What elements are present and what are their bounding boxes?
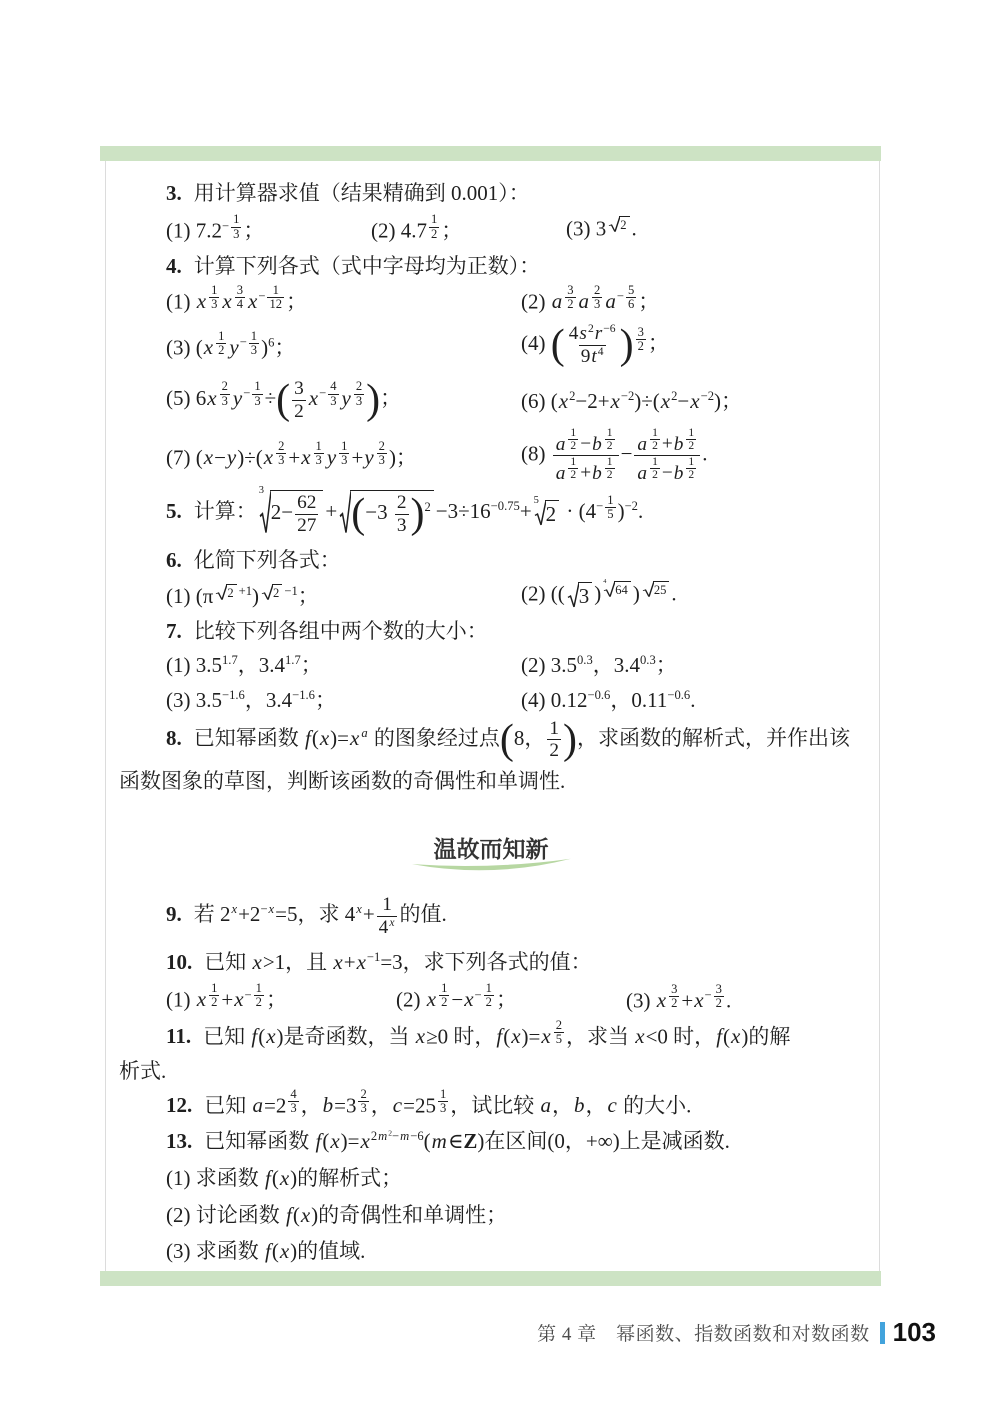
exercise-line: [166, 716, 863, 763]
exercise-column: (2) $3.5^{0.3}$，$3.4^{0.3}$；: [521, 652, 677, 677]
footer-page-number: 103: [892, 1317, 936, 1347]
exercise-column: 9. 若 $2^x+2^{-x}=5$，求 $4^x+$ $\frac{1}{4^x}$ 的值.: [166, 894, 447, 938]
exercise-column: (8) a $^{\frac{1}{2}}$ −b $^{\frac{1}{2}}$ a $^{\frac{1}{2}}$ +b $^{\frac{1}{2}}$ − a $^{\frac{1}{2}}$ +b $^{\frac{1}{2}}$ a $^{\frac{1}{2}}$ −b $^{\frac{1}{2}}$ .: [521, 426, 708, 484]
exercise-line: [166, 484, 863, 542]
exercise-line: [166, 1086, 863, 1121]
exercise-line: [166, 542, 863, 576]
exercise-line: [166, 249, 863, 281]
radical-sign: 2: [608, 216, 629, 233]
decorative-band-top: [100, 146, 881, 161]
exercise-line: [119, 763, 863, 797]
radical-sign: 2: [261, 584, 282, 601]
exercise-line: [166, 318, 863, 373]
footer-divider-bar: [880, 1322, 885, 1344]
exercise-column: (1) x $^{\frac{1}{3}}$ x $^{\frac{3}{4}}$ $x^{- \frac{1}{12}}$ ；: [166, 282, 308, 314]
exercise-line: [166, 1195, 863, 1232]
radical-sign: 25: [642, 581, 670, 598]
radical-sign: 5 2: [534, 500, 560, 527]
exercise-column: (3) $3.5^{-1.6}$，$3.4^{-1.6}$；: [166, 687, 336, 712]
exercise-column: 析式.: [119, 1058, 167, 1083]
exercise-line: [166, 1232, 863, 1267]
exercise-column: 11. 已知 f(x)是奇函数，当 x≥0 时，f(x)=x $^{\frac{2}{5}}$ ，求当 x<0 时，f(x)的解: [166, 1018, 791, 1049]
exercise-line: [166, 175, 863, 209]
exercise-line: [166, 942, 863, 979]
exercise-column: (3) 3 $^2$ .: [566, 216, 637, 241]
exercise-column: (1) x $^{\frac{1}{2}}$ $+x^{- \frac{1}{2}}$ ；: [166, 981, 287, 1012]
radical-sign: (−3 $\frac{2}{3}$ )$^2$: [339, 490, 434, 536]
exercise-column: (3) x $^{\frac{3}{2}}$ $+x^{- \frac{3}{2}}$ .: [626, 981, 732, 1012]
exercise-column: 5. 计算： 3 2− $\frac{62}{27}$ + (−3 $\frac{2}{3}$ )$^2 -3\div 16^{-0.75}+$ 5 $2 \cdot (4^{- \frac{1}{5}}$ )$^{-2}$.: [166, 485, 644, 538]
exercise-column: (2) a $^{\frac{3}{2}}$ a $^{\frac{2}{3}}$ $a^{- \frac{5}{6}}$ ；: [521, 282, 660, 314]
exercise-line: [166, 614, 863, 646]
exercise-column: (5) 6x $^{\frac{2}{3}}$ $y^{- \frac{1}{3}}$ ÷( $\frac{3}{2}$ $x^{- \frac{4}{3}}$ y $^{\frac{2}{3}}$ )；: [166, 377, 402, 423]
exercise-column: (6) $(x^2-2+x^{-2})\div(x^2-x^{-2})$；: [521, 389, 742, 413]
radical-sign: 4 64: [603, 581, 631, 598]
exercise-line: [166, 1121, 863, 1158]
exercise-column: (4) $0.12^{-0.6}$，$0.11^{-0.6}$.: [521, 687, 696, 712]
exercise-line: [166, 979, 863, 1016]
page-footer: [537, 1317, 936, 1348]
exercise-line: [166, 427, 863, 484]
exercise-column: 12. 已知 a=2 $^{\frac{4}{3}}$ ，b=3 $^{\frac{2}{3}}$ ，c=25 $^{\frac{1}{3}}$ ，试比较 a，b，c 的大小.: [166, 1087, 692, 1118]
decorative-band-bottom: [100, 1271, 881, 1286]
exercise-column: 7. 比较下列各组中两个数的大小：: [166, 619, 488, 644]
exercise-column: (1) $3.5^{1.7}$，$3.4^{1.7}$；: [166, 652, 322, 677]
exercise-line: [166, 646, 863, 681]
exercise-column: (2) (( 3 ) $^{4 64}$ ) $^{25}$ .: [521, 578, 677, 609]
exercise-column: (4) ( $\frac{4s^2r^{-6}}{9t^4}$ ) $^{\frac{3}{2}}$ ；: [521, 322, 669, 369]
exercise-column: (1) $7.2^{- \frac{1}{3}}$ ；: [166, 212, 265, 243]
exercise-column: (1) 求函数 f(x)的解析式；: [166, 1165, 403, 1190]
exercise-line: [166, 373, 863, 427]
exercise-column: 10. 已知 x>1，且 $x+x^{-1}=3$，求下列各式的值：: [166, 949, 592, 974]
review-badge-row: [119, 831, 863, 864]
content-frame: [105, 161, 880, 1271]
exercise-line: [166, 281, 863, 318]
exercise-list-top: [119, 175, 863, 797]
exercise-line: [166, 576, 863, 614]
exercise-column: (7) (x−y)÷(x $^{\frac{2}{3}}$ +x $^{\frac{1}{3}}$ y $^{\frac{1}{3}}$ +y $^{\frac{2}{3}}$ )；: [166, 438, 417, 470]
exercise-line: [119, 1053, 863, 1086]
exercise-column: 4. 计算下列各式（式中字母均为正数）：: [166, 254, 541, 278]
exercise-column: 3. 用计算器求值（结果精确到 0.001）：: [166, 181, 530, 205]
exercise-column: 8. 已知幂函数 f(x)=x $^a$ 的图象经过点(8， $\frac{1}{2}$ )，求函数的解析式，并作出该: [166, 716, 851, 763]
exercise-list-bottom: [119, 890, 863, 1267]
exercise-line: [166, 1016, 863, 1053]
exercise-column: (3) 求函数 f(x)的值域.: [166, 1238, 366, 1263]
exercise-column: 函数图象的草图，判断该函数的奇偶性和单调性.: [119, 769, 566, 794]
exercise-column: (2) x $^{\frac{1}{2}}$ $-x^{- \frac{1}{2}}$ ；: [396, 981, 517, 1012]
exercise-column: 13. 已知幂函数 $f(x)=x^{2m^2-m-6}(m\in Z)$在区间(0，+∞)上是减函数.: [166, 1128, 730, 1153]
exercise-column: (2) 4.7 $^{\frac{1}{2}}$ ；: [371, 212, 463, 243]
exercise-line: [166, 209, 863, 249]
review-badge: [426, 831, 557, 864]
exercise-column: (2) 讨论函数 f(x)的奇偶性和单调性；: [166, 1202, 508, 1227]
radical-sign: 3: [567, 582, 593, 609]
exercise-line: [166, 890, 863, 942]
exercise-column: (1) (π $^{2 +1}$) $^{2 -1}$；: [166, 584, 319, 609]
exercise-column: 6. 化简下列各式：: [166, 548, 341, 573]
footer-chapter-label: 第 4 章 幂函数、指数函数和对数函数: [537, 1324, 870, 1345]
exercise-column: (3) (x $^{\frac{1}{2}}$ $y^{- \frac{1}{3}}$ )$^6$；: [166, 328, 296, 360]
radical-sign: 3 2− $\frac{62}{27}$: [259, 490, 324, 536]
exercise-line: [166, 1158, 863, 1195]
exercise-line: [166, 681, 863, 716]
review-badge-label: 温故而知新: [433, 836, 549, 863]
radical-sign: 2: [215, 584, 236, 601]
